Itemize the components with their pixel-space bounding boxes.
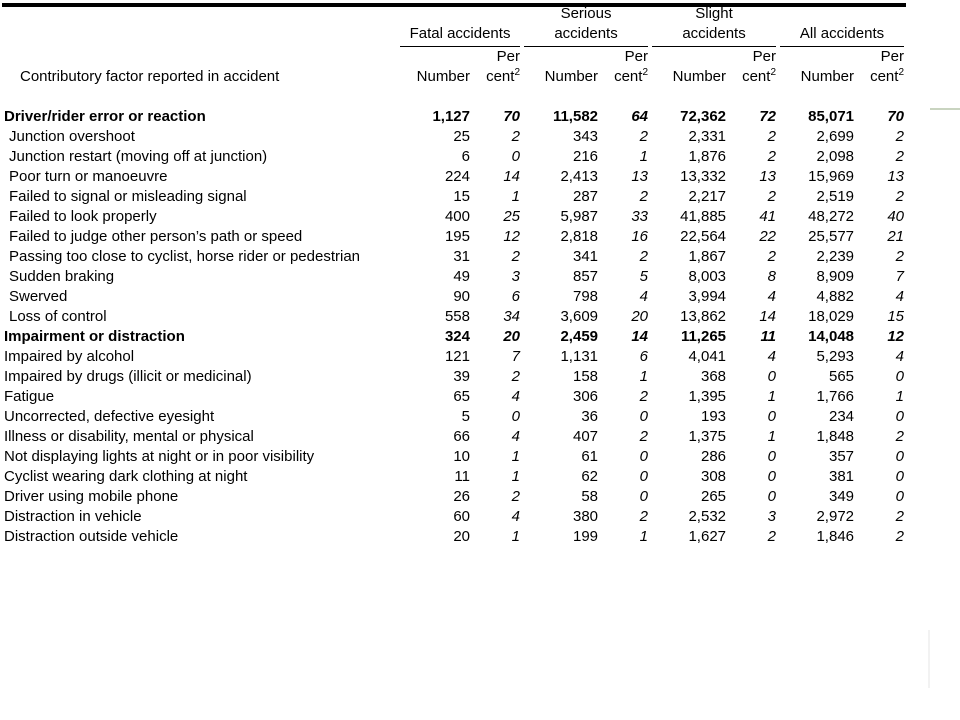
table-row [2,367,906,387]
number-cell: 2,239 [816,248,855,265]
row-label: Impaired by alcohol [4,348,135,365]
number-cell: 1,375 [688,428,727,445]
row-label: Impaired by drugs (illicit or medicinal) [4,368,252,385]
number-cell: 324 [444,328,470,345]
cent-label [472,67,522,87]
number-cell: 1,766 [816,388,855,405]
row-label: Driver/rider error or reaction [4,108,206,125]
table-row [2,307,906,327]
percent-cell: 41 [759,208,777,225]
cent-text: cent [486,68,515,85]
number-cell: 4,041 [688,348,727,365]
number-cell: 6 [461,148,470,165]
table-row [2,267,906,287]
number-cell: 158 [572,368,599,385]
table-row [2,407,906,427]
number-cell: 11 [454,468,470,485]
table-row [2,387,906,407]
percent-cell: 70 [887,108,905,125]
percent-cell: 14 [631,328,649,345]
cent-text: cent [614,68,643,85]
number-cell: 3,994 [688,288,727,305]
footnote-mark: 2 [642,67,649,78]
number-cell: 224 [444,168,470,185]
number-cell: 10 [453,448,470,465]
table-row [2,207,906,227]
table-row [2,447,906,467]
table-row [2,507,906,527]
percent-cell: 4 [639,288,649,305]
percent-cell: 20 [631,308,649,325]
row-label-header: Contributory factor reported in accident [20,68,280,85]
percent-cell: 2 [511,128,521,145]
number-cell: 195 [444,228,470,245]
row-label: Fatigue [4,388,55,405]
row-label: Impairment or distraction [4,328,185,345]
percent-cell: 3 [767,508,777,525]
percent-cell: 2 [895,128,905,145]
row-label: Poor turn or manoeuvre [9,168,168,185]
number-cell: 798 [572,288,599,305]
number-cell: 400 [444,208,470,225]
percent-cell: 8 [767,268,777,285]
number-cell: 20 [453,528,470,545]
number-cell: 11,582 [552,108,599,125]
percent-cell: 1 [511,468,521,485]
per-label: Per [880,48,905,65]
per-label: Per [624,48,649,65]
percent-cell: 0 [895,408,905,425]
number-cell: 357 [828,448,855,465]
number-cell: 857 [572,268,599,285]
row-label: Junction restart (moving off at junction) [9,148,268,165]
percent-cell: 64 [631,108,649,125]
percent-cell: 14 [503,168,521,185]
percent-cell: 6 [511,288,521,305]
percent-cell: 4 [895,348,905,365]
number-label: Number [544,68,599,85]
table-body [2,107,906,547]
number-cell: 13,862 [680,308,727,325]
percent-cell: 2 [767,128,777,145]
percent-cell: 7 [511,348,521,365]
table-row [2,427,906,447]
number-cell: 199 [572,528,599,545]
cent-label [600,67,650,87]
percent-cell: 2 [895,528,905,545]
percent-cell: 1 [767,428,777,445]
number-cell: 26 [453,488,470,505]
number-cell: 2,217 [688,188,727,205]
percent-cell: 70 [503,108,521,125]
number-cell: 2,972 [816,508,855,525]
percent-cell: 15 [887,308,905,325]
group-header-fatal [398,4,522,47]
percent-cell: 0 [511,148,521,165]
group-header-line2: accidents [652,24,776,47]
table-row [2,227,906,247]
percent-cell: 20 [503,328,521,345]
row-label: Distraction outside vehicle [4,528,179,545]
percent-cell: 4 [511,428,521,445]
number-cell: 343 [572,128,599,145]
number-cell: 25 [453,128,470,145]
row-label: Cyclist wearing dark clothing at night [4,468,248,485]
percent-cell: 4 [895,288,905,305]
row-label: Not displaying lights at night or in poor visibility [4,448,315,465]
percent-cell: 2 [895,508,905,525]
footnote-mark: 2 [770,67,777,78]
number-cell: 381 [828,468,855,485]
table-row [2,527,906,547]
group-header-line2: accidents [524,24,648,47]
number-cell: 39 [453,368,470,385]
percent-cell: 2 [511,488,521,505]
number-cell: 1,131 [560,348,599,365]
row-label: Failed to judge other person’s path or speed [9,228,303,245]
row-label: Distraction in vehicle [4,508,142,525]
percent-cell: 4 [511,388,521,405]
number-cell: 72,362 [680,108,727,125]
number-cell: 558 [444,308,470,325]
contributory-factors-table [2,4,906,547]
percent-cell: 0 [895,488,905,505]
percent-cell: 12 [887,328,905,345]
percent-cell: 25 [503,208,521,225]
percent-cell: 2 [511,368,521,385]
number-cell: 49 [453,268,470,285]
percent-cell: 40 [887,208,905,225]
group-header-line2: Fatal accidents [400,24,520,47]
group-header-slight [650,4,778,47]
number-cell: 3,609 [560,308,599,325]
row-label: Swerved [9,288,68,305]
percent-cell: 21 [887,228,905,245]
group-header-line1: Slight [695,5,733,22]
percent-cell: 34 [503,308,521,325]
number-cell: 407 [572,428,599,445]
percent-cell: 2 [639,508,649,525]
percent-cell: 4 [767,348,777,365]
slide-edge-mark [928,630,930,688]
percent-cell: 22 [759,228,777,245]
percent-cell: 11 [760,328,777,345]
percent-cell: 0 [895,448,905,465]
percent-cell: 2 [511,248,521,265]
number-cell: 58 [581,488,599,505]
percent-cell: 0 [639,448,649,465]
table-row [2,247,906,267]
number-cell: 15,969 [808,168,855,185]
number-label: Number [416,68,470,85]
number-cell: 2,532 [688,508,727,525]
number-label: Number [800,68,855,85]
cent-label [728,67,778,87]
cent-text: cent [742,68,771,85]
percent-cell: 0 [767,368,777,385]
percent-cell: 3 [511,268,521,285]
number-cell: 1,395 [688,388,727,405]
percent-cell: 2 [895,148,905,165]
number-cell: 41,885 [680,208,727,225]
number-cell: 31 [453,248,470,265]
percent-cell: 0 [767,408,777,425]
percent-cell: 12 [503,228,521,245]
number-cell: 85,071 [808,108,855,125]
number-cell: 287 [572,188,599,205]
percent-cell: 1 [895,388,905,405]
per-label: Per [752,48,777,65]
row-label: Driver using mobile phone [4,488,179,505]
number-cell: 121 [444,348,470,365]
percent-cell: 1 [511,528,521,545]
number-cell: 216 [572,148,599,165]
footnote-mark: 2 [514,67,521,78]
table-row [2,347,906,367]
number-cell: 62 [581,468,599,485]
percent-cell: 4 [767,288,777,305]
number-cell: 1,867 [688,248,727,265]
percent-cell: 7 [895,268,905,285]
row-label: Sudden braking [9,268,115,285]
number-cell: 11,265 [680,328,727,345]
number-cell: 2,519 [816,188,855,205]
number-cell: 308 [700,468,727,485]
table-row [2,467,906,487]
percent-cell: 2 [895,248,905,265]
number-cell: 286 [700,448,727,465]
percent-cell: 2 [767,148,777,165]
number-cell: 1,848 [816,428,855,445]
number-cell: 90 [453,288,470,305]
group-header-line1: Serious [560,5,612,22]
percent-cell: 2 [639,428,649,445]
table-row [2,287,906,307]
row-label: Passing too close to cyclist, horse rider or pedestrian [9,248,360,265]
table-group-row [2,107,906,127]
row-label: Junction overshoot [9,128,135,145]
number-label: Number [672,68,727,85]
table-row [2,127,906,147]
percent-cell: 0 [767,448,777,465]
percent-cell: 0 [895,468,905,485]
percent-cell: 1 [639,148,649,165]
percent-cell: 0 [767,488,777,505]
per-label: Per [496,48,521,65]
percent-cell: 1 [639,368,649,385]
number-cell: 5,293 [816,348,855,365]
percent-cell: 2 [639,388,649,405]
number-cell: 5 [461,408,470,425]
number-cell: 1,876 [688,148,727,165]
footnote-mark: 2 [898,67,905,78]
number-cell: 25,577 [808,228,855,245]
percent-cell: 2 [767,248,777,265]
number-cell: 4,882 [816,288,855,305]
number-cell: 22,564 [680,228,727,245]
percent-cell: 13 [631,168,649,185]
number-cell: 2,413 [560,168,599,185]
number-cell: 2,331 [688,128,727,145]
cent-text: cent [870,68,899,85]
percent-cell: 1 [639,528,649,545]
row-label: Uncorrected, defective eyesight [4,408,215,425]
percent-cell: 0 [511,408,521,425]
percent-cell: 2 [639,128,649,145]
percent-cell: 4 [511,508,521,525]
number-cell: 5,987 [560,208,599,225]
number-cell: 2,459 [560,328,599,345]
percent-cell: 0 [639,468,649,485]
number-cell: 60 [453,508,470,525]
percent-cell: 14 [759,308,777,325]
percent-cell: 5 [639,268,649,285]
table-row [2,167,906,187]
row-label: Failed to look properly [9,208,157,225]
number-cell: 368 [700,368,727,385]
number-cell: 8,003 [688,268,727,285]
number-cell: 15 [453,188,470,205]
row-label: Loss of control [9,308,107,325]
number-cell: 2,818 [560,228,599,245]
group-header-serious [522,4,650,47]
number-cell: 2,098 [816,148,855,165]
number-cell: 380 [572,508,599,525]
number-cell: 1,127 [432,108,470,125]
number-cell: 14,048 [808,328,855,345]
number-cell: 1,846 [816,528,855,545]
cent-label [856,67,906,87]
table-group-row [2,327,906,347]
percent-cell: 16 [631,228,649,245]
percent-cell: 1 [767,388,777,405]
number-cell: 61 [581,448,599,465]
percent-cell: 13 [759,168,777,185]
table-row [2,147,906,167]
number-cell: 349 [828,488,855,505]
percent-cell: 0 [639,408,649,425]
percent-cell: 0 [639,488,649,505]
percent-cell: 0 [895,368,905,385]
table-row [2,487,906,507]
percent-cell: 2 [639,188,649,205]
percent-cell: 1 [511,188,521,205]
percent-cell: 2 [767,188,777,205]
group-header-all [778,4,906,47]
number-cell: 341 [572,248,599,265]
number-cell: 2,699 [816,128,855,145]
number-cell: 65 [453,388,470,405]
table-header [2,4,906,107]
number-cell: 1,627 [688,528,727,545]
number-cell: 36 [581,408,599,425]
row-label: Failed to signal or misleading signal [9,188,247,205]
percent-cell: 33 [631,208,649,225]
table-row [2,187,906,207]
percent-cell: 1 [511,448,521,465]
group-header-line2: All accidents [780,24,904,47]
percent-cell: 2 [767,528,777,545]
percent-cell: 72 [759,108,777,125]
percent-cell: 2 [639,248,649,265]
number-cell: 265 [700,488,727,505]
number-cell: 565 [828,368,855,385]
percent-cell: 2 [895,188,905,205]
row-label: Illness or disability, mental or physical [4,428,254,445]
number-cell: 8,909 [816,268,855,285]
percent-cell: 13 [887,168,905,185]
number-cell: 48,272 [808,208,855,225]
percent-cell: 6 [639,348,649,365]
number-cell: 18,029 [808,308,855,325]
percent-cell: 2 [895,428,905,445]
number-cell: 193 [700,408,727,425]
number-cell: 306 [572,388,599,405]
percent-cell: 0 [767,468,777,485]
number-cell: 13,332 [680,168,727,185]
number-cell: 234 [828,408,855,425]
number-cell: 66 [453,428,470,445]
slide-decoration-line [930,108,960,110]
